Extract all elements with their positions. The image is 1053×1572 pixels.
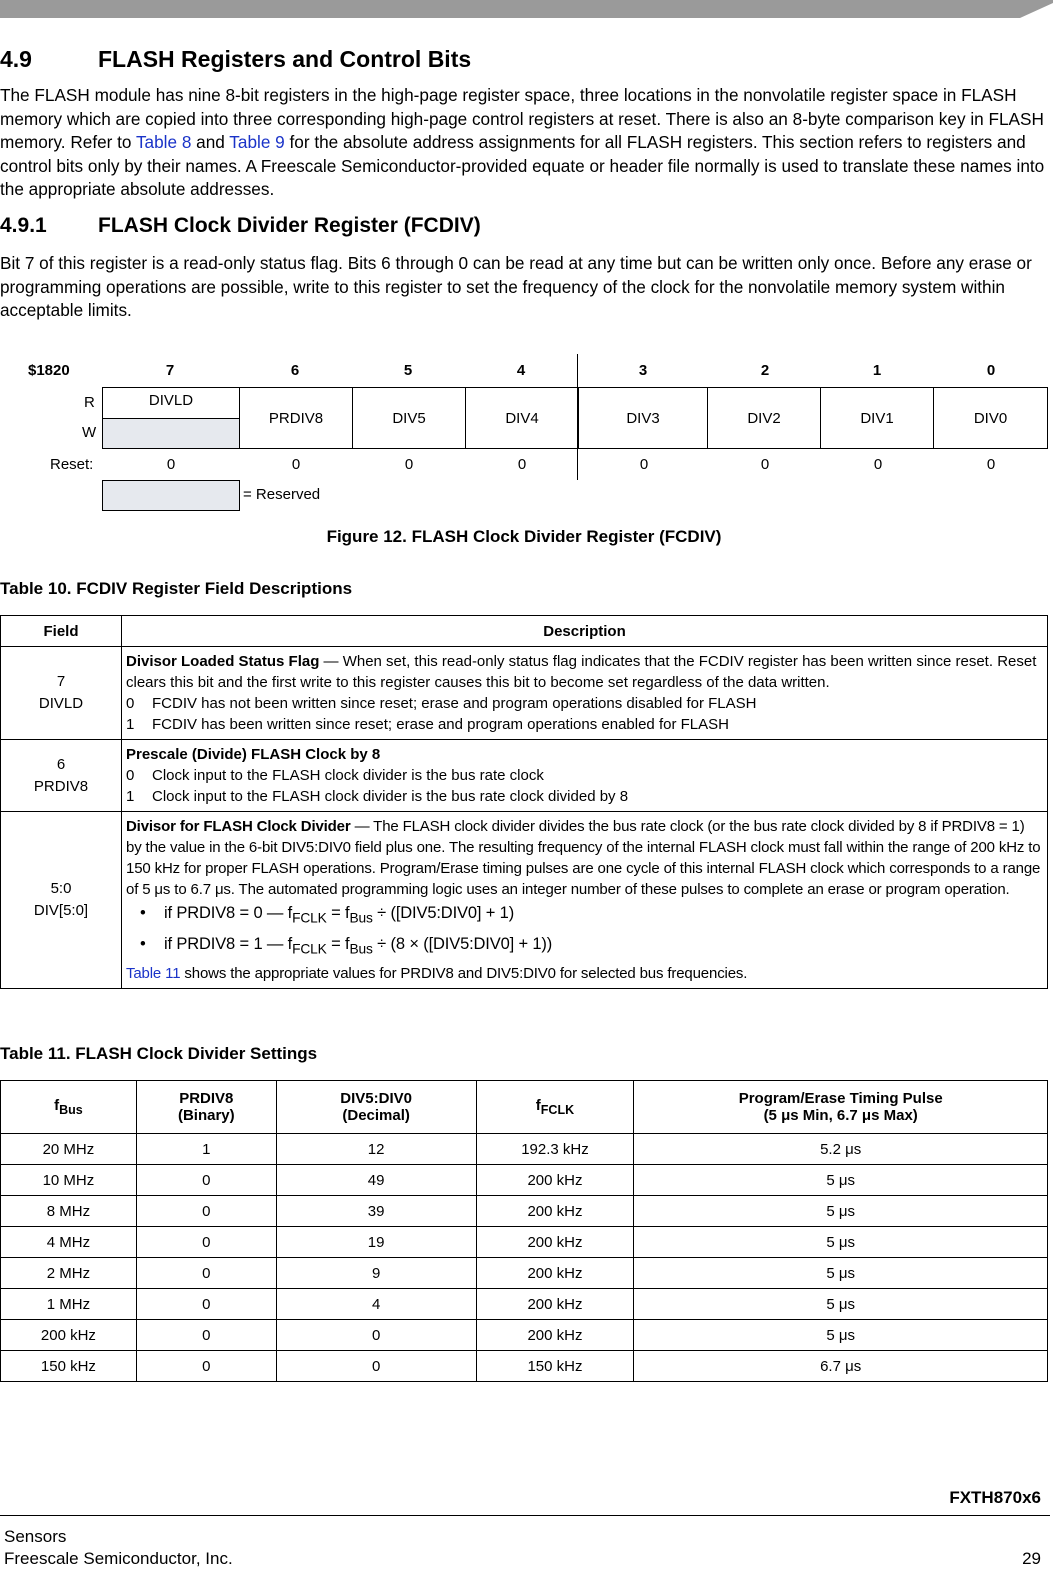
cell-ffclk: 150 kHz xyxy=(476,1351,634,1382)
head-text: Program/Erase Timing Pulse xyxy=(738,1090,943,1107)
bit-0-label: 0 xyxy=(986,362,996,379)
table-row xyxy=(1,1289,1048,1320)
description-text xyxy=(126,816,1043,900)
list-key: 0 xyxy=(126,695,135,712)
formula-sub: Bus xyxy=(349,910,373,926)
field-div1: DIV1 xyxy=(820,387,934,449)
reset-bit-6: 0 xyxy=(291,456,301,473)
field-cell xyxy=(1,812,122,989)
list-key: 1 xyxy=(126,716,135,733)
header-bar xyxy=(0,0,1053,18)
formula-part: ÷ (8 × ([DIV5:DIV0] + 1)) xyxy=(372,935,553,954)
cell-timing: 5 μs xyxy=(634,1320,1048,1351)
cell-timing: 6.7 μs xyxy=(634,1351,1048,1382)
table10-head-field: Field xyxy=(1,616,122,647)
table10 xyxy=(0,615,1048,989)
field-bit: 6 xyxy=(56,755,66,773)
table-9-link[interactable]: Table 9 xyxy=(229,132,285,152)
formula-text xyxy=(164,931,552,962)
cell-timing: 5 μs xyxy=(634,1165,1048,1196)
intro-text-2: for the absolute address assignments for all FLASH registers. This section refers to registers and control bits only by their names. A Freescale Semiconductor-provided equate or header file normally is used to translate these names into the appropriate absolute addresses. xyxy=(0,132,1045,199)
section-title: FLASH Registers and Control Bits xyxy=(98,46,472,72)
cell-ffclk: 200 kHz xyxy=(476,1289,634,1320)
formula-bullet xyxy=(140,931,1043,962)
table11-header-row xyxy=(1,1081,1048,1134)
cell-div: 4 xyxy=(276,1289,476,1320)
cell-fbus: 8 MHz xyxy=(1,1196,137,1227)
section-number: 4.9 xyxy=(0,46,32,72)
reset-label: Reset: xyxy=(50,456,94,473)
list-text: FCDIV has been written since reset; erase and program operations enabled for FLASH xyxy=(152,716,729,733)
reset-bit-7: 0 xyxy=(166,456,176,473)
bit-2-label: 2 xyxy=(760,362,770,379)
intro-text-1: The FLASH module has nine 8-bit registers in the high-page register space, three locations in the nonvolatile register space in FLASH memory which are copied into three corresponding high-page control registers at reset. There is also an 8-byte comparison key in FLASH memory. Refer to xyxy=(0,85,1044,152)
table-row xyxy=(1,1351,1048,1382)
table10-head-description: Description xyxy=(122,616,1048,647)
cell-ffclk: 200 kHz xyxy=(476,1165,634,1196)
head-div xyxy=(276,1081,476,1134)
field-name: DIV[5:0] xyxy=(33,901,89,919)
table-row xyxy=(1,812,1048,989)
table-row xyxy=(1,1134,1048,1165)
cell-prdiv8: 0 xyxy=(136,1351,276,1382)
register-diagram xyxy=(0,354,1053,514)
table-row xyxy=(1,647,1048,740)
footnote-text: shows the appropriate values for PRDIV8 and DIV5:DIV0 for selected bus frequencies. xyxy=(180,964,748,982)
subsection-number: 4.9.1 xyxy=(0,214,47,237)
cell-ffclk: 200 kHz xyxy=(476,1320,634,1351)
cell-ffclk: 200 kHz xyxy=(476,1258,634,1289)
reserved-legend-swatch xyxy=(102,480,240,511)
intro-and: and xyxy=(191,132,230,152)
cell-div: 0 xyxy=(276,1320,476,1351)
bullet-icon: • xyxy=(140,904,146,922)
list-key: 0 xyxy=(126,767,135,784)
list-text: Clock input to the FLASH clock divider is the bus rate clock xyxy=(152,767,544,784)
cell-div: 39 xyxy=(276,1196,476,1227)
field-prdiv8: PRDIV8 xyxy=(239,387,353,449)
cell-prdiv8: 0 xyxy=(136,1289,276,1320)
table11-body xyxy=(1,1134,1048,1382)
description-cell xyxy=(122,647,1048,740)
cell-fbus: 10 MHz xyxy=(1,1165,137,1196)
field-cell xyxy=(1,647,122,740)
head-sub: Bus xyxy=(59,1103,83,1117)
cell-div: 0 xyxy=(276,1351,476,1382)
field-div2: DIV2 xyxy=(707,387,821,449)
formula-part: = f xyxy=(326,904,350,922)
description-title: Prescale (Divide) FLASH Clock by 8 xyxy=(126,746,381,763)
cell-fbus: 150 kHz xyxy=(1,1351,137,1382)
field-bit: 7 xyxy=(56,673,66,690)
table-row xyxy=(1,1320,1048,1351)
formula-part: = f xyxy=(326,935,350,954)
cell-prdiv8: 0 xyxy=(136,1320,276,1351)
page-number: 29 xyxy=(1022,1549,1041,1568)
description-body: — The FLASH clock divider divides the bus rate clock (or the bus rate clock divided by 8 if PRDIV8 = 1) by the value in the 6-bit DIV5:DIV0 field plus one. The resulting frequency of the internal FLASH clock must fall within the range of 200 kHz to 150 kHz for proper FLASH operations. Program/Erase timing pulses are one cycle of this internal FLASH clock which corresponds to a range of 5 μs to 6.7 μs. The automated programming logic uses an integer number of these pulses to complete an erase or program operation. xyxy=(126,818,1041,898)
section-heading xyxy=(0,46,471,73)
register-address: $1820 xyxy=(28,362,70,379)
description-title: Divisor Loaded Status Flag xyxy=(126,653,320,670)
cell-div: 12 xyxy=(276,1134,476,1165)
field-name: PRDIV8 xyxy=(33,777,89,795)
cell-prdiv8: 0 xyxy=(136,1165,276,1196)
field-div4: DIV4 xyxy=(465,387,579,449)
formula-text xyxy=(164,900,514,931)
field-name: DIVLD xyxy=(38,695,84,712)
description-body: — When set, this read-only status flag indicates that the FCDIV register has been written since reset. Reset clears this bit and the first write to this register causes this bit to become set regardless of the data written. xyxy=(126,653,1037,691)
table-11-link[interactable]: Table 11 xyxy=(126,964,181,982)
subsection-title: FLASH Clock Divider Register (FCDIV) xyxy=(98,214,481,237)
formula-part: if PRDIV8 = 0 — f xyxy=(164,904,293,922)
cell-ffclk: 200 kHz xyxy=(476,1227,634,1258)
head-ffclk xyxy=(476,1081,634,1134)
field-divld-write-reserved xyxy=(102,418,240,449)
table10-header-row xyxy=(1,616,1048,647)
reset-bit-1: 0 xyxy=(873,456,883,473)
description-text xyxy=(126,744,1043,765)
formula-bullet xyxy=(140,900,1043,931)
description-cell xyxy=(122,740,1048,812)
table10-caption: Table 10. FCDIV Register Field Descriptions xyxy=(0,579,353,598)
formula-sub: Bus xyxy=(349,941,373,957)
head-text: DIV5:DIV0 xyxy=(340,1090,412,1107)
table11-caption: Table 11. FLASH Clock Divider Settings xyxy=(0,1044,318,1063)
formula-part: ÷ ([DIV5:DIV0] + 1) xyxy=(372,904,515,922)
cell-timing: 5 μs xyxy=(634,1289,1048,1320)
list-text: FCDIV has not been written since reset; erase and program operations disabled for FLASH xyxy=(152,695,757,712)
reset-bit-5: 0 xyxy=(404,456,414,473)
head-timing xyxy=(634,1081,1048,1134)
list-key: 1 xyxy=(126,788,135,805)
head-text: (5 μs Min, 6.7 μs Max) xyxy=(763,1107,918,1124)
field-div5: DIV5 xyxy=(352,387,466,449)
cell-div: 19 xyxy=(276,1227,476,1258)
reset-bit-4: 0 xyxy=(517,456,527,473)
table11 xyxy=(0,1080,1048,1382)
head-text: f xyxy=(535,1097,541,1114)
cell-div: 9 xyxy=(276,1258,476,1289)
bit-7-label: 7 xyxy=(165,362,175,379)
reset-bit-2: 0 xyxy=(760,456,770,473)
table-8-link[interactable]: Table 8 xyxy=(135,132,192,152)
table-row xyxy=(1,1258,1048,1289)
bullet-icon: • xyxy=(140,935,146,954)
footer-category: Sensors xyxy=(4,1527,67,1546)
list-item xyxy=(126,714,1043,735)
table-row xyxy=(1,1165,1048,1196)
reserved-legend-label: = Reserved xyxy=(243,486,321,503)
bit-5-label: 5 xyxy=(403,362,413,379)
cell-fbus: 20 MHz xyxy=(1,1134,137,1165)
field-divld-read: DIVLD xyxy=(102,387,240,419)
table-row xyxy=(1,740,1048,812)
head-fbus xyxy=(1,1081,137,1134)
cell-prdiv8: 0 xyxy=(136,1196,276,1227)
description-text xyxy=(126,651,1043,693)
cell-ffclk: 200 kHz xyxy=(476,1196,634,1227)
figure-caption: Figure 12. FLASH Clock Divider Register (FCDIV) xyxy=(326,527,722,546)
bit-6-label: 6 xyxy=(290,362,300,379)
cell-fbus: 200 kHz xyxy=(1,1320,137,1351)
field-div3: DIV3 xyxy=(578,387,708,449)
cell-timing: 5.2 μs xyxy=(634,1134,1048,1165)
table-row xyxy=(1,1196,1048,1227)
field-div0: DIV0 xyxy=(933,387,1048,449)
field-bit: 5:0 xyxy=(50,879,72,897)
list-item xyxy=(126,693,1043,714)
reset-bit-3: 0 xyxy=(639,456,649,473)
field-cell xyxy=(1,740,122,812)
row-r-label: R xyxy=(84,394,95,411)
intro-paragraph xyxy=(0,84,1046,202)
description-cell xyxy=(122,812,1048,989)
head-prdiv8 xyxy=(136,1081,276,1134)
head-sub: FCLK xyxy=(540,1103,575,1117)
footer-divider xyxy=(0,1515,1050,1516)
subsection-heading xyxy=(0,214,481,238)
formula-part: if PRDIV8 = 1 — f xyxy=(164,935,293,954)
subsection-paragraph: Bit 7 of this register is a read-only status flag. Bits 6 through 0 can be read at any time but can be written only once. Before any erase or programming operations are possible, write to this register to set the frequency of the clock for the nonvolatile memory system within acceptable limits. xyxy=(0,253,1032,320)
description-title: Divisor for FLASH Clock Divider xyxy=(126,818,351,835)
bit-3-label: 3 xyxy=(638,362,648,379)
description-footnote xyxy=(126,963,1043,984)
cell-timing: 5 μs xyxy=(634,1227,1048,1258)
footer-company: Freescale Semiconductor, Inc. xyxy=(4,1549,233,1568)
cell-prdiv8: 0 xyxy=(136,1258,276,1289)
formula-sub: FCLK xyxy=(292,910,327,926)
list-text: Clock input to the FLASH clock divider is the bus rate clock divided by 8 xyxy=(152,788,629,805)
reset-bit-0: 0 xyxy=(986,456,996,473)
bit-4-label: 4 xyxy=(516,362,526,379)
head-text: (Decimal) xyxy=(342,1107,410,1124)
footer-product: FXTH870x6 xyxy=(949,1488,1041,1507)
cell-prdiv8: 0 xyxy=(136,1227,276,1258)
cell-div: 49 xyxy=(276,1165,476,1196)
head-text: f xyxy=(54,1097,60,1114)
cell-fbus: 1 MHz xyxy=(1,1289,137,1320)
cell-prdiv8: 1 xyxy=(136,1134,276,1165)
head-text: (Binary) xyxy=(177,1107,235,1124)
row-w-label: W xyxy=(82,424,97,441)
list-item xyxy=(126,786,1043,807)
cell-timing: 5 μs xyxy=(634,1196,1048,1227)
table-row xyxy=(1,1227,1048,1258)
head-text: PRDIV8 xyxy=(179,1090,234,1107)
cell-timing: 5 μs xyxy=(634,1258,1048,1289)
formula-sub: FCLK xyxy=(292,941,327,957)
cell-fbus: 4 MHz xyxy=(1,1227,137,1258)
cell-fbus: 2 MHz xyxy=(1,1258,137,1289)
list-item xyxy=(126,765,1043,786)
bit-1-label: 1 xyxy=(872,362,882,379)
cell-ffclk: 192.3 kHz xyxy=(476,1134,634,1165)
